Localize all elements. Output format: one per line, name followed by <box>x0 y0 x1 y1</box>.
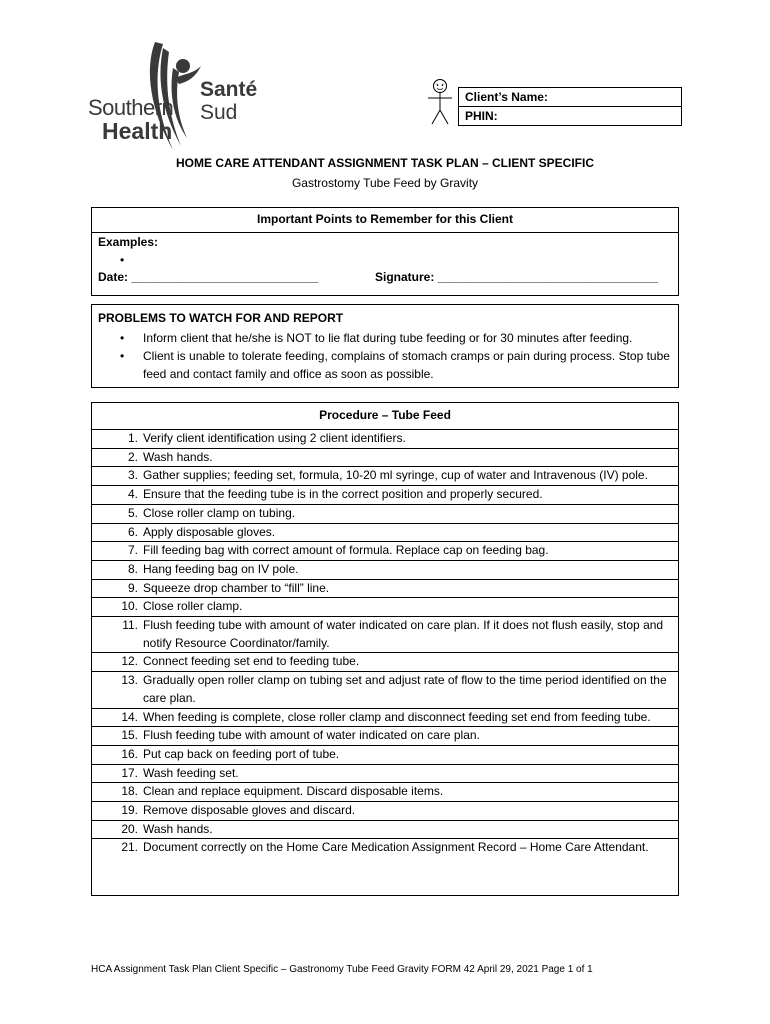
procedure-steps <box>92 430 678 857</box>
table-row <box>92 653 678 672</box>
step-number: 3. <box>127 468 138 483</box>
page-subtitle: Gastrostomy Tube Feed by Gravity <box>291 176 479 190</box>
problems-box <box>91 304 679 388</box>
step-text: Wash hands. <box>143 821 213 836</box>
phin-field[interactable]: PHIN: <box>459 106 681 125</box>
step-number: 4. <box>127 487 138 502</box>
step-text: Flush feeding tube with amount of water indicated on care plan. If it does not flush easily, stop and notify Resource Coordinator/family. <box>143 618 664 650</box>
step-number: 14. <box>121 709 138 724</box>
divider <box>92 232 678 233</box>
step-text: Remove disposable gloves and discard. <box>143 803 356 818</box>
step-text: Wash feeding set. <box>143 765 239 780</box>
logo-sante: Santé <box>200 78 258 101</box>
date-field[interactable]: Date: ____________________________ <box>98 270 319 284</box>
step-text: Apply disposable gloves. <box>143 524 276 539</box>
table-row <box>92 802 678 821</box>
step-number: 6. <box>127 524 138 539</box>
step-number: 7. <box>127 543 138 558</box>
step-number: 12. <box>121 654 138 669</box>
problems-list <box>92 329 678 383</box>
list-item: • Client is unable to tolerate feeding, complains of stomach cramps or pain during process. Stop tube feed and contact family and office as soon as possible. <box>92 347 678 383</box>
important-points-heading: Important Points to Remember for this Client <box>256 212 514 226</box>
procedure-box <box>91 402 679 896</box>
empty-bullet: • <box>120 253 125 267</box>
step-text: When feeding is complete, close roller clamp and disconnect feeding set end from feeding tube. <box>143 709 651 724</box>
page-footer: HCA Assignment Task Plan Client Specific – Gastronomy Tube Feed Gravity FORM 42 April 29, 2021 Page 1 of 1 <box>91 964 593 975</box>
step-number: 10. <box>121 599 138 614</box>
examples-label: Examples: <box>98 235 159 249</box>
step-number: 2. <box>127 449 138 464</box>
table-row <box>92 524 678 543</box>
step-number: 15. <box>121 728 138 743</box>
step-text: Gradually open roller clamp on tubing set and adjust rate of flow to the time period identified on the care plan. <box>143 673 667 705</box>
table-row <box>92 580 678 599</box>
table-row <box>92 839 678 857</box>
step-number: 16. <box>121 746 138 761</box>
table-row <box>92 467 678 486</box>
step-text: Hang feeding bag on IV pole. <box>143 561 299 576</box>
table-row <box>92 765 678 784</box>
table-row <box>92 561 678 580</box>
table-row <box>92 821 678 840</box>
step-number: 9. <box>127 580 138 595</box>
step-text: Gather supplies; feeding set, formula, 10-20 ml syringe, cup of water and Intravenous (IV) pole. <box>143 468 648 483</box>
step-text: Close roller clamp. <box>143 599 243 614</box>
procedure-heading: Procedure – Tube Feed <box>319 408 451 422</box>
table-row <box>92 430 678 449</box>
table-row <box>92 505 678 524</box>
step-number: 18. <box>121 784 138 799</box>
table-row <box>92 746 678 765</box>
step-text: Ensure that the feeding tube is in the correct position and properly secured. <box>143 487 543 502</box>
client-info-box <box>458 87 682 126</box>
step-text: Flush feeding tube with amount of water indicated on care plan. <box>143 728 480 743</box>
step-text: Document correctly on the Home Care Medication Assignment Record – Home Care Attendant. <box>143 840 649 855</box>
step-text: Squeeze drop chamber to “fill” line. <box>143 580 330 595</box>
list-item: • Inform client that he/she is NOT to lie flat during tube feeding or for 30 minutes after feeding. <box>92 329 678 347</box>
logo-sud: Sud <box>200 101 238 124</box>
table-row <box>92 727 678 746</box>
step-text: Connect feeding set end to feeding tube. <box>143 654 360 669</box>
table-row <box>92 449 678 468</box>
step-text: Wash hands. <box>143 449 213 464</box>
table-row <box>92 783 678 802</box>
step-number: 1. <box>127 431 138 445</box>
table-row <box>92 542 678 561</box>
problems-heading: PROBLEMS TO WATCH FOR AND REPORT <box>98 311 344 325</box>
step-text: Close roller clamp on tubing. <box>143 505 296 520</box>
step-number: 17. <box>121 765 138 780</box>
step-text: Clean and replace equipment. Discard disposable items. <box>143 784 444 799</box>
signature-field[interactable]: Signature: _________________________________ <box>375 270 658 284</box>
logo-health: Health <box>102 118 173 144</box>
stick-figure-icon <box>425 78 455 128</box>
important-points-box <box>91 207 679 296</box>
table-row <box>92 598 678 617</box>
step-number: 19. <box>121 803 138 818</box>
step-text: Put cap back on feeding port of tube. <box>143 746 340 761</box>
step-number: 11. <box>122 618 138 633</box>
southern-health-logo <box>88 38 263 153</box>
table-row <box>92 617 678 653</box>
table-row <box>92 672 678 708</box>
table-row <box>92 709 678 728</box>
page-title: HOME CARE ATTENDANT ASSIGNMENT TASK PLAN – CLIENT SPECIFIC <box>175 156 594 170</box>
step-text: Verify client identification using 2 client identifiers. <box>143 431 406 445</box>
step-number: 20. <box>121 821 138 836</box>
table-row <box>92 486 678 505</box>
step-number: 5. <box>127 505 138 520</box>
client-name-field[interactable]: Client’s Name: <box>465 90 548 104</box>
step-number: 13. <box>121 673 138 688</box>
step-text: Fill feeding bag with correct amount of formula. Replace cap on feeding bag. <box>143 543 549 558</box>
step-number: 8. <box>127 561 138 576</box>
step-number: 21. <box>121 840 138 855</box>
logo-southern: Southern <box>88 95 174 120</box>
